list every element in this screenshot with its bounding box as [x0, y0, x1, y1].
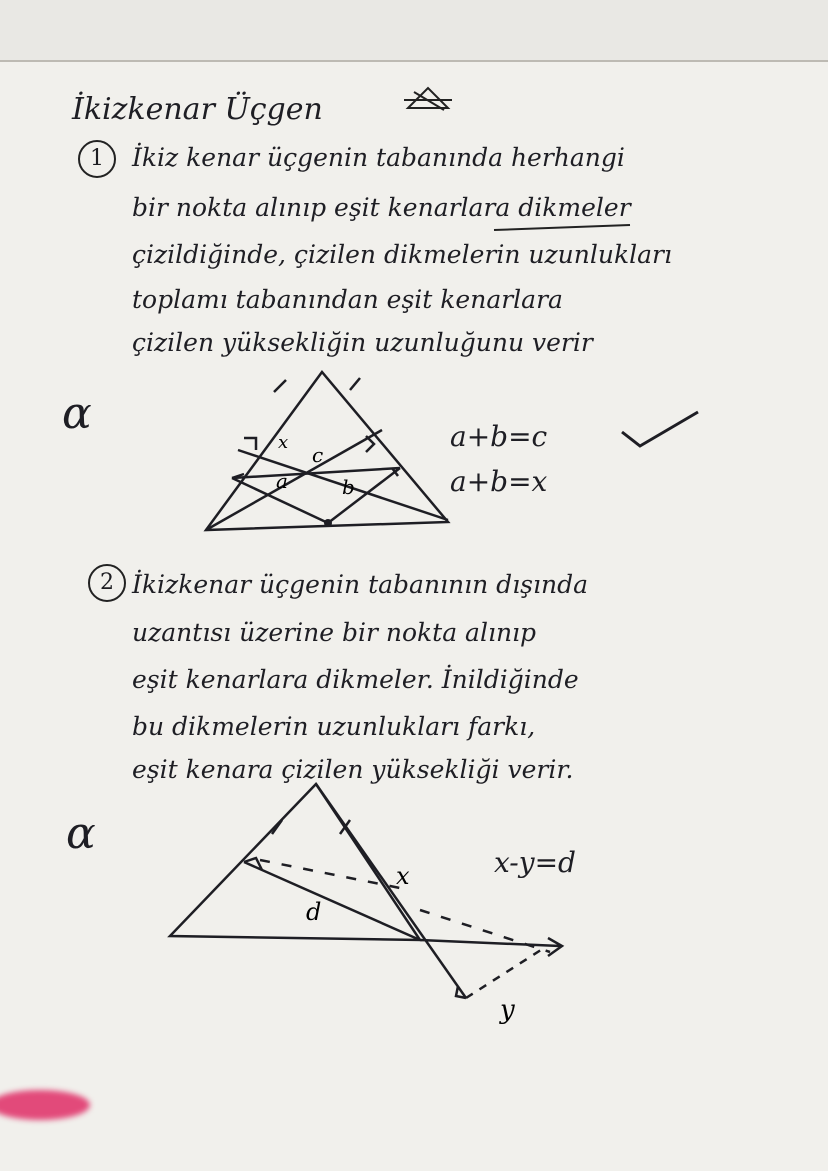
section-2-line: eşit kenarlara dikmeler. İnildiğinde: [132, 665, 579, 694]
section-1-line: İkiz kenar üçgenin tabanında herhangi: [132, 143, 625, 172]
page-title: İkizkenar Üçgen: [72, 92, 323, 127]
label-c: c: [312, 443, 324, 467]
section-1-line: çizildiğinde, çizilen dikmelerin uzunlukları: [132, 240, 672, 269]
section-2-line: İkizkenar üçgenin tabanının dışında: [132, 570, 589, 599]
label-a: a: [276, 469, 288, 493]
section-2-number: 2: [88, 564, 126, 602]
label-b: b: [342, 475, 355, 499]
section-2-line: uzantısı üzerine bir nokta alınıp: [132, 618, 537, 647]
label-x: x: [396, 862, 410, 890]
section-1-line: toplamı tabanından eşit kenarlara: [132, 285, 563, 314]
label-x: x: [278, 432, 289, 453]
equation-1: a+b=c: [450, 420, 548, 453]
section-2-line: bu dikmelerin uzunlukları farkı,: [132, 712, 536, 741]
alpha-symbol: α: [62, 388, 92, 439]
label-y: y: [500, 995, 515, 1025]
section-1-number: 1: [78, 140, 116, 178]
equation-3: x-y=d: [494, 846, 576, 879]
section-1-line: çizilen yüksekliğin uzunluğunu verir: [132, 328, 593, 357]
section-1-line: bir nokta alınıp eşit kenarlara dikmeler: [132, 193, 631, 222]
section-2-line: eşit kenara çizilen yüksekliği verir.: [132, 755, 574, 784]
alpha-symbol: α: [66, 808, 96, 859]
label-d: d: [306, 898, 322, 926]
equation-2: a+b=x: [450, 465, 548, 498]
